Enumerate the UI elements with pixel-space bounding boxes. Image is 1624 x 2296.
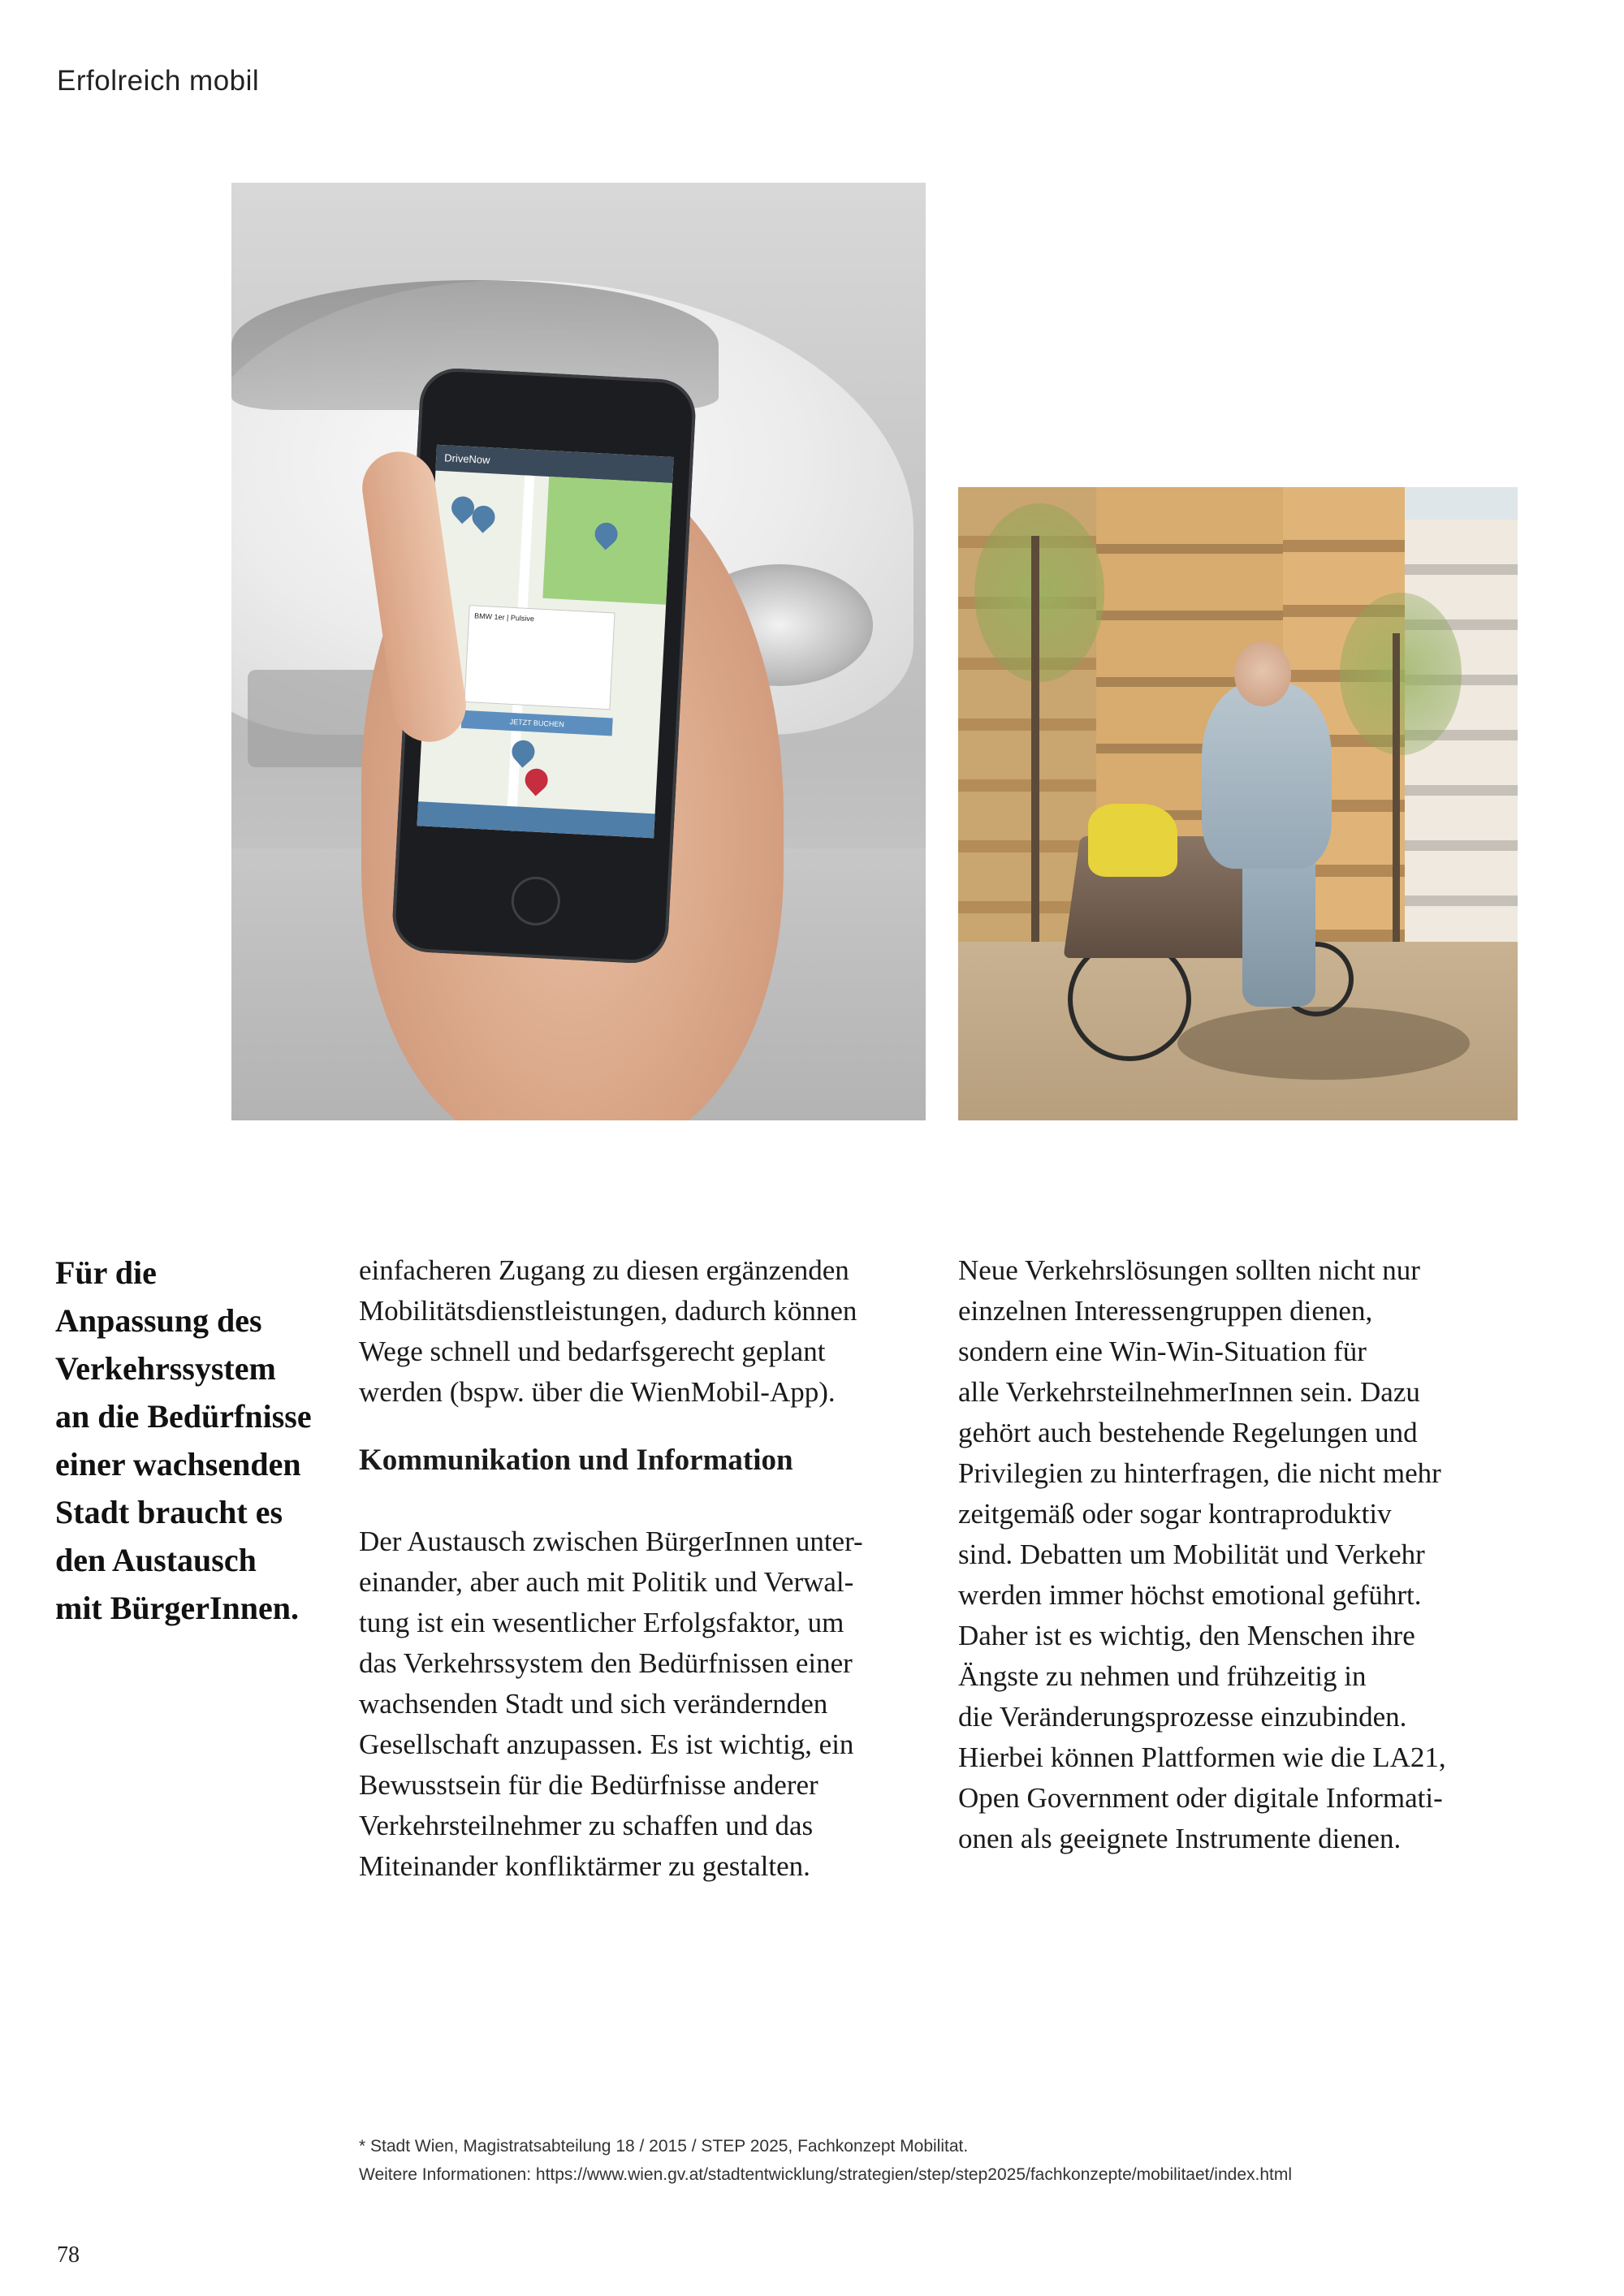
tree-trunk [1031, 536, 1039, 958]
cargo-bike-photo [958, 487, 1518, 1120]
map-popup [464, 605, 615, 710]
app-tab-bar [417, 801, 654, 838]
footnote-link[interactable]: Weitere Informationen: https://www.wien.gv.at/stadtentwicklung/strategien/step/step2025/fachkonzepte/mobilitaet/index.html [359, 2165, 1293, 2184]
paragraph: Der Austausch zwischen BürgerInnen unter- einander, aber auch mit Politik und Verwal- tung ist ein wesentlicher Erfolgsfaktor, um das Verkehrssystem den Bedürfnissen einer wachsenden Stadt und sich verändernden Gesellschaft anzupassen. Es ist wichtig, ein Bewusstsein für die Bedürfnisse anderer Verkehrsteilnehmer zu schaffen und das Miteinander konfliktärmer zu gestalten. [359, 1526, 863, 1882]
footnote-source: * Stadt Wien, Magistratsabteilung 18 / 2015 / STEP 2025, Fachkonzept Mobilitat. [359, 2137, 969, 2156]
running-header: Erfolreich mobil [57, 65, 260, 97]
map-user-location-icon [520, 764, 553, 796]
bike-shadow [1177, 1007, 1470, 1080]
page-number: 78 [57, 2242, 80, 2268]
rider-body [1202, 682, 1332, 869]
app-bar: DriveNow [435, 445, 673, 483]
phone-home-button [510, 875, 561, 926]
book-now-button: JETZT BUCHEN [461, 710, 613, 736]
rider-legs [1242, 844, 1315, 1007]
smartphone-carsharing-photo [231, 183, 926, 1120]
column-right [958, 1250, 1527, 1859]
section-heading: Kommunikation und Information [359, 1444, 793, 1477]
paragraph: Neue Verkehrslösungen sollten nicht nur einzelnen Interessengruppen dienen, sondern eine Win-Win-Situation für alle VerkehrsteilnehmerInnen sein. Dazu gehört auch bestehende Regelungen und Privilegien zu hinterfragen, die nicht mehr zeitgemäß oder sogar kontraproduktiv sind. Debatten um Mobilität und Verkehr werden immer höchst emotional geführt. Daher ist es wichtig, den Menschen ihre Ängste zu nehmen und frühzeitig in die Veränderungsprozesse einzubinden. Hierbei können Plattformen wie die LA21, Open Government oder digitale Informati- onen als geeignete Instrumente dienen. [958, 1254, 1446, 1854]
paragraph: einfacheren Zugang zu diesen ergänzenden Mobilitätsdienstleistungen, dadurch können Wege schnell und bedarfsgerecht geplant werden (bspw. über die WienMobil-App). [359, 1254, 857, 1408]
yellow-bag [1088, 804, 1177, 877]
tree-foliage [1340, 593, 1462, 755]
pull-quote: Für die Anpassung des Verkehrssystem an die Bedürfnisse einer wachsenden Stadt braucht es den Austausch mit BürgerInnen. [55, 1254, 312, 1626]
popup-car-title: BMW 1er | Pulsive [473, 611, 535, 624]
footnote [359, 2132, 1536, 2189]
tree-trunk [1393, 633, 1400, 974]
tree-foliage [974, 503, 1104, 682]
column-middle [359, 1250, 927, 1887]
rider-head [1234, 641, 1291, 706]
